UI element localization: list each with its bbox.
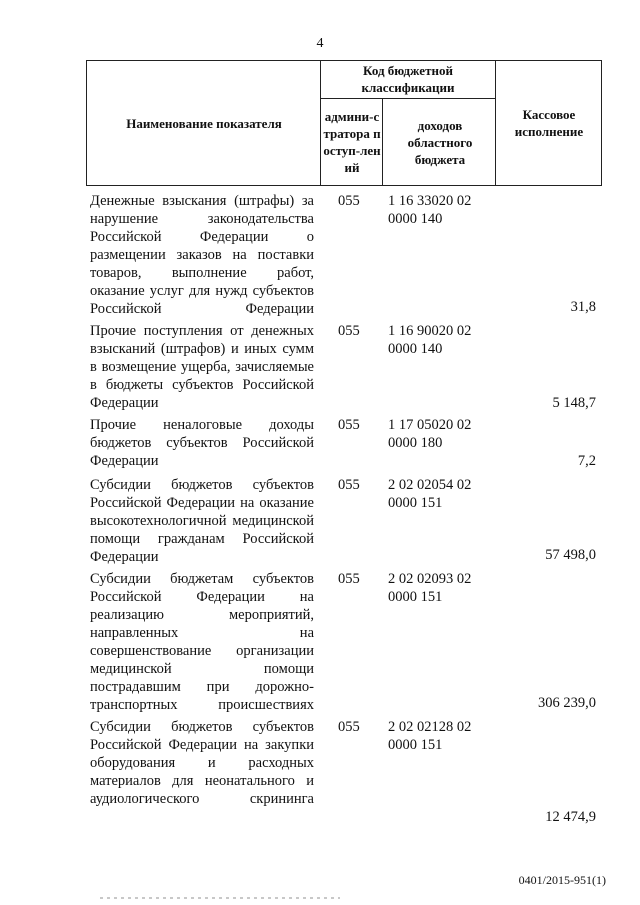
row-admin: 055 [338, 719, 360, 735]
scan-artifact [100, 897, 340, 899]
row-amount: 306 239,0 [538, 695, 596, 711]
row-code: 1 16 33020 02 0000 140 [388, 193, 472, 227]
row-name: Денежные взыскания (штрафы) за нарушение законодательства Российской Федерации о размещении заказов на поставки товаров, выполнение работ, оказание услуг для нужд субъектов Российской Федерации [90, 193, 314, 317]
row-code: 2 02 02128 02 0000 151 [388, 719, 472, 753]
table-row [90, 570, 600, 714]
row-admin: 055 [338, 323, 360, 339]
row-amount: 12 474,9 [545, 809, 596, 825]
table-header [86, 60, 602, 186]
table-row [90, 476, 600, 566]
row-name: Прочие неналоговые доходы бюджетов субъектов Российской Федерации [90, 417, 314, 469]
header-cash: Кассовое исполнение [514, 107, 584, 139]
row-admin: 055 [338, 417, 360, 433]
row-code: 2 02 02054 02 0000 151 [388, 477, 472, 511]
row-name: Субсидии бюджетов субъектов Российской Федерации на оказание высокотехнологичной медицинской помощи гражданам Российской Федерации [90, 477, 314, 565]
row-amount: 57 498,0 [545, 547, 596, 563]
document-code: 0401/2015-951(1) [518, 873, 606, 887]
header-indicator: Наименование показателя [126, 115, 282, 131]
header-code-group: Код бюджетной классификации [361, 63, 455, 95]
row-code: 1 17 05020 02 0000 180 [388, 417, 472, 451]
row-admin: 055 [338, 477, 360, 493]
row-name: Субсидии бюджетам субъектов Российской Федерации на реализацию мероприятий, направленных на совершенствование организации медицинской помощи пострадавшим при дорожно-транспортных происшествиях [90, 571, 314, 713]
row-amount: 5 148,7 [552, 395, 596, 411]
table-row [90, 192, 600, 318]
table-row [90, 322, 600, 412]
row-code: 1 16 90020 02 0000 140 [388, 323, 472, 357]
row-admin: 055 [338, 571, 360, 587]
row-code: 2 02 02093 02 0000 151 [388, 571, 472, 605]
header-income: доходов областного бюджета [407, 117, 473, 167]
row-name: Субсидии бюджетов субъектов Российской Федерации на закупки оборудования и расходных материалов для неонатального и аудиологического скрининга [90, 719, 314, 807]
table-row [90, 416, 600, 472]
header-admin: админи-стратора поступ-лений [323, 109, 381, 175]
row-admin: 055 [338, 193, 360, 209]
table-row [90, 718, 600, 826]
page-number: 4 [316, 36, 324, 51]
row-amount: 31,8 [570, 299, 596, 315]
row-amount: 7,2 [577, 453, 596, 469]
row-name: Прочие поступления от денежных взысканий (штрафов) и иных сумм в возмещение ущерба, зачисляемые в бюджеты субъектов Российской Федерации [90, 323, 314, 411]
